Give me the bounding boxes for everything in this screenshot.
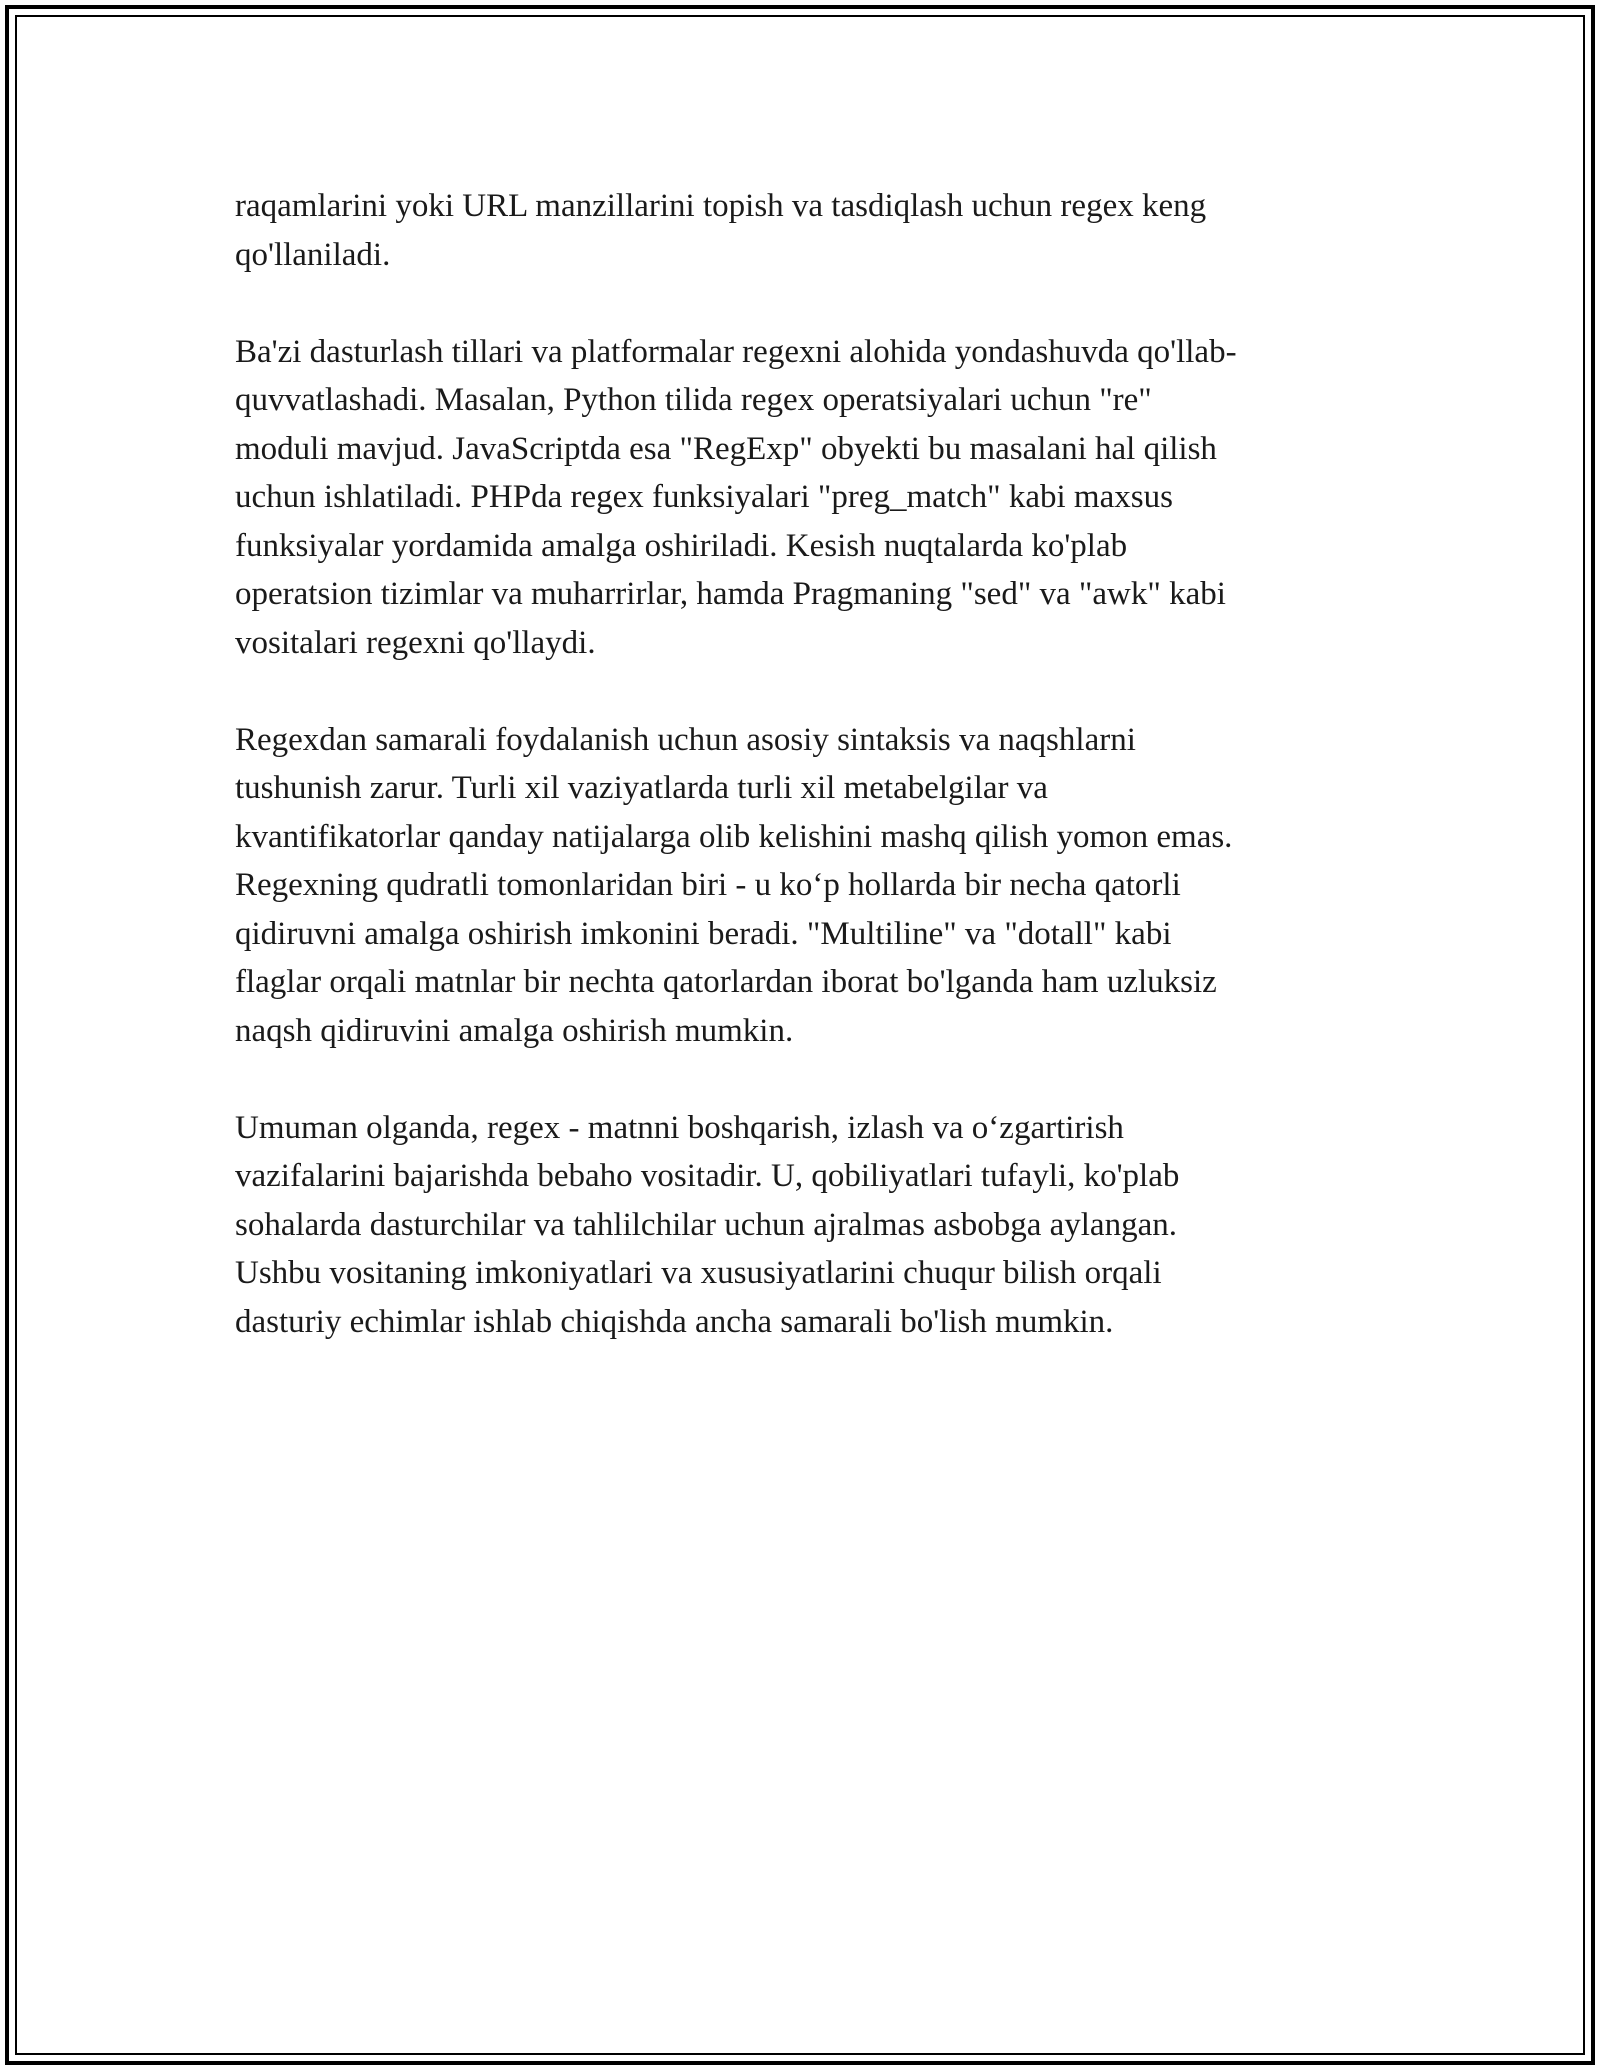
paragraph: Regexdan samarali foydalanish uchun asosiy sintaksis va naqshlarni tushunish zarur. Turli xil vaziyatlarda turli xil metabelgilar va kvantifikatorlar qanday natijalarga olib kelishini mashq qilish yomon emas. Regexning qudratli tomonlaridan biri - u koʻp hollarda bir necha qatorli qidiruvni amalga oshirish imkonini beradi. "Multiline" va "dotall" kabi flaglar orqali matnlar bir nechta qatorlardan iborat bo'lganda ham uzluksiz naqsh qidiruvini amalga oshirish mumkin. [235,721,1233,1049]
document-body [235,182,1355,1395]
paragraph: raqamlarini yoki URL manzillarini topish va tasdiqlash uchun regex keng qo'llaniladi. [235,188,1207,273]
paragraph: Ba'zi dasturlash tillari va platformalar regexni alohida yondashuvda qo'llab- quvvatlashadi. Masalan, Python tilida regex operatsiyalari uchun "re" moduli mavjud. JavaScriptda esa "RegExp" obyekti bu masalani hal qilish uchun ishlatiladi. PHPda regex funksiyalari "preg_match" kabi maxsus funksiyalar yordamida amalga oshiriladi. Kesish nuqtalarda ko'plab operatsion tizimlar va muharrirlar, hamda Pragmaning "sed" va "awk" kabi vositalari regexni qo'llaydi. [235,333,1237,661]
paragraph: Umuman olganda, regex - matnni boshqarish, izlash va oʻzgartirish vazifalarini bajarishda bebaho vositadir. U, qobiliyatlari tufayli, ko'plab sohalarda dasturchilar va tahlilchilar uchun ajralmas asbobga aylangan. Ushbu vositaning imkoniyatlari va xususiyatlarini chuqur bilish orqali dasturiy echimlar ishlab chiqishda ancha samarali bo'lish mumkin. [235,1109,1180,1340]
